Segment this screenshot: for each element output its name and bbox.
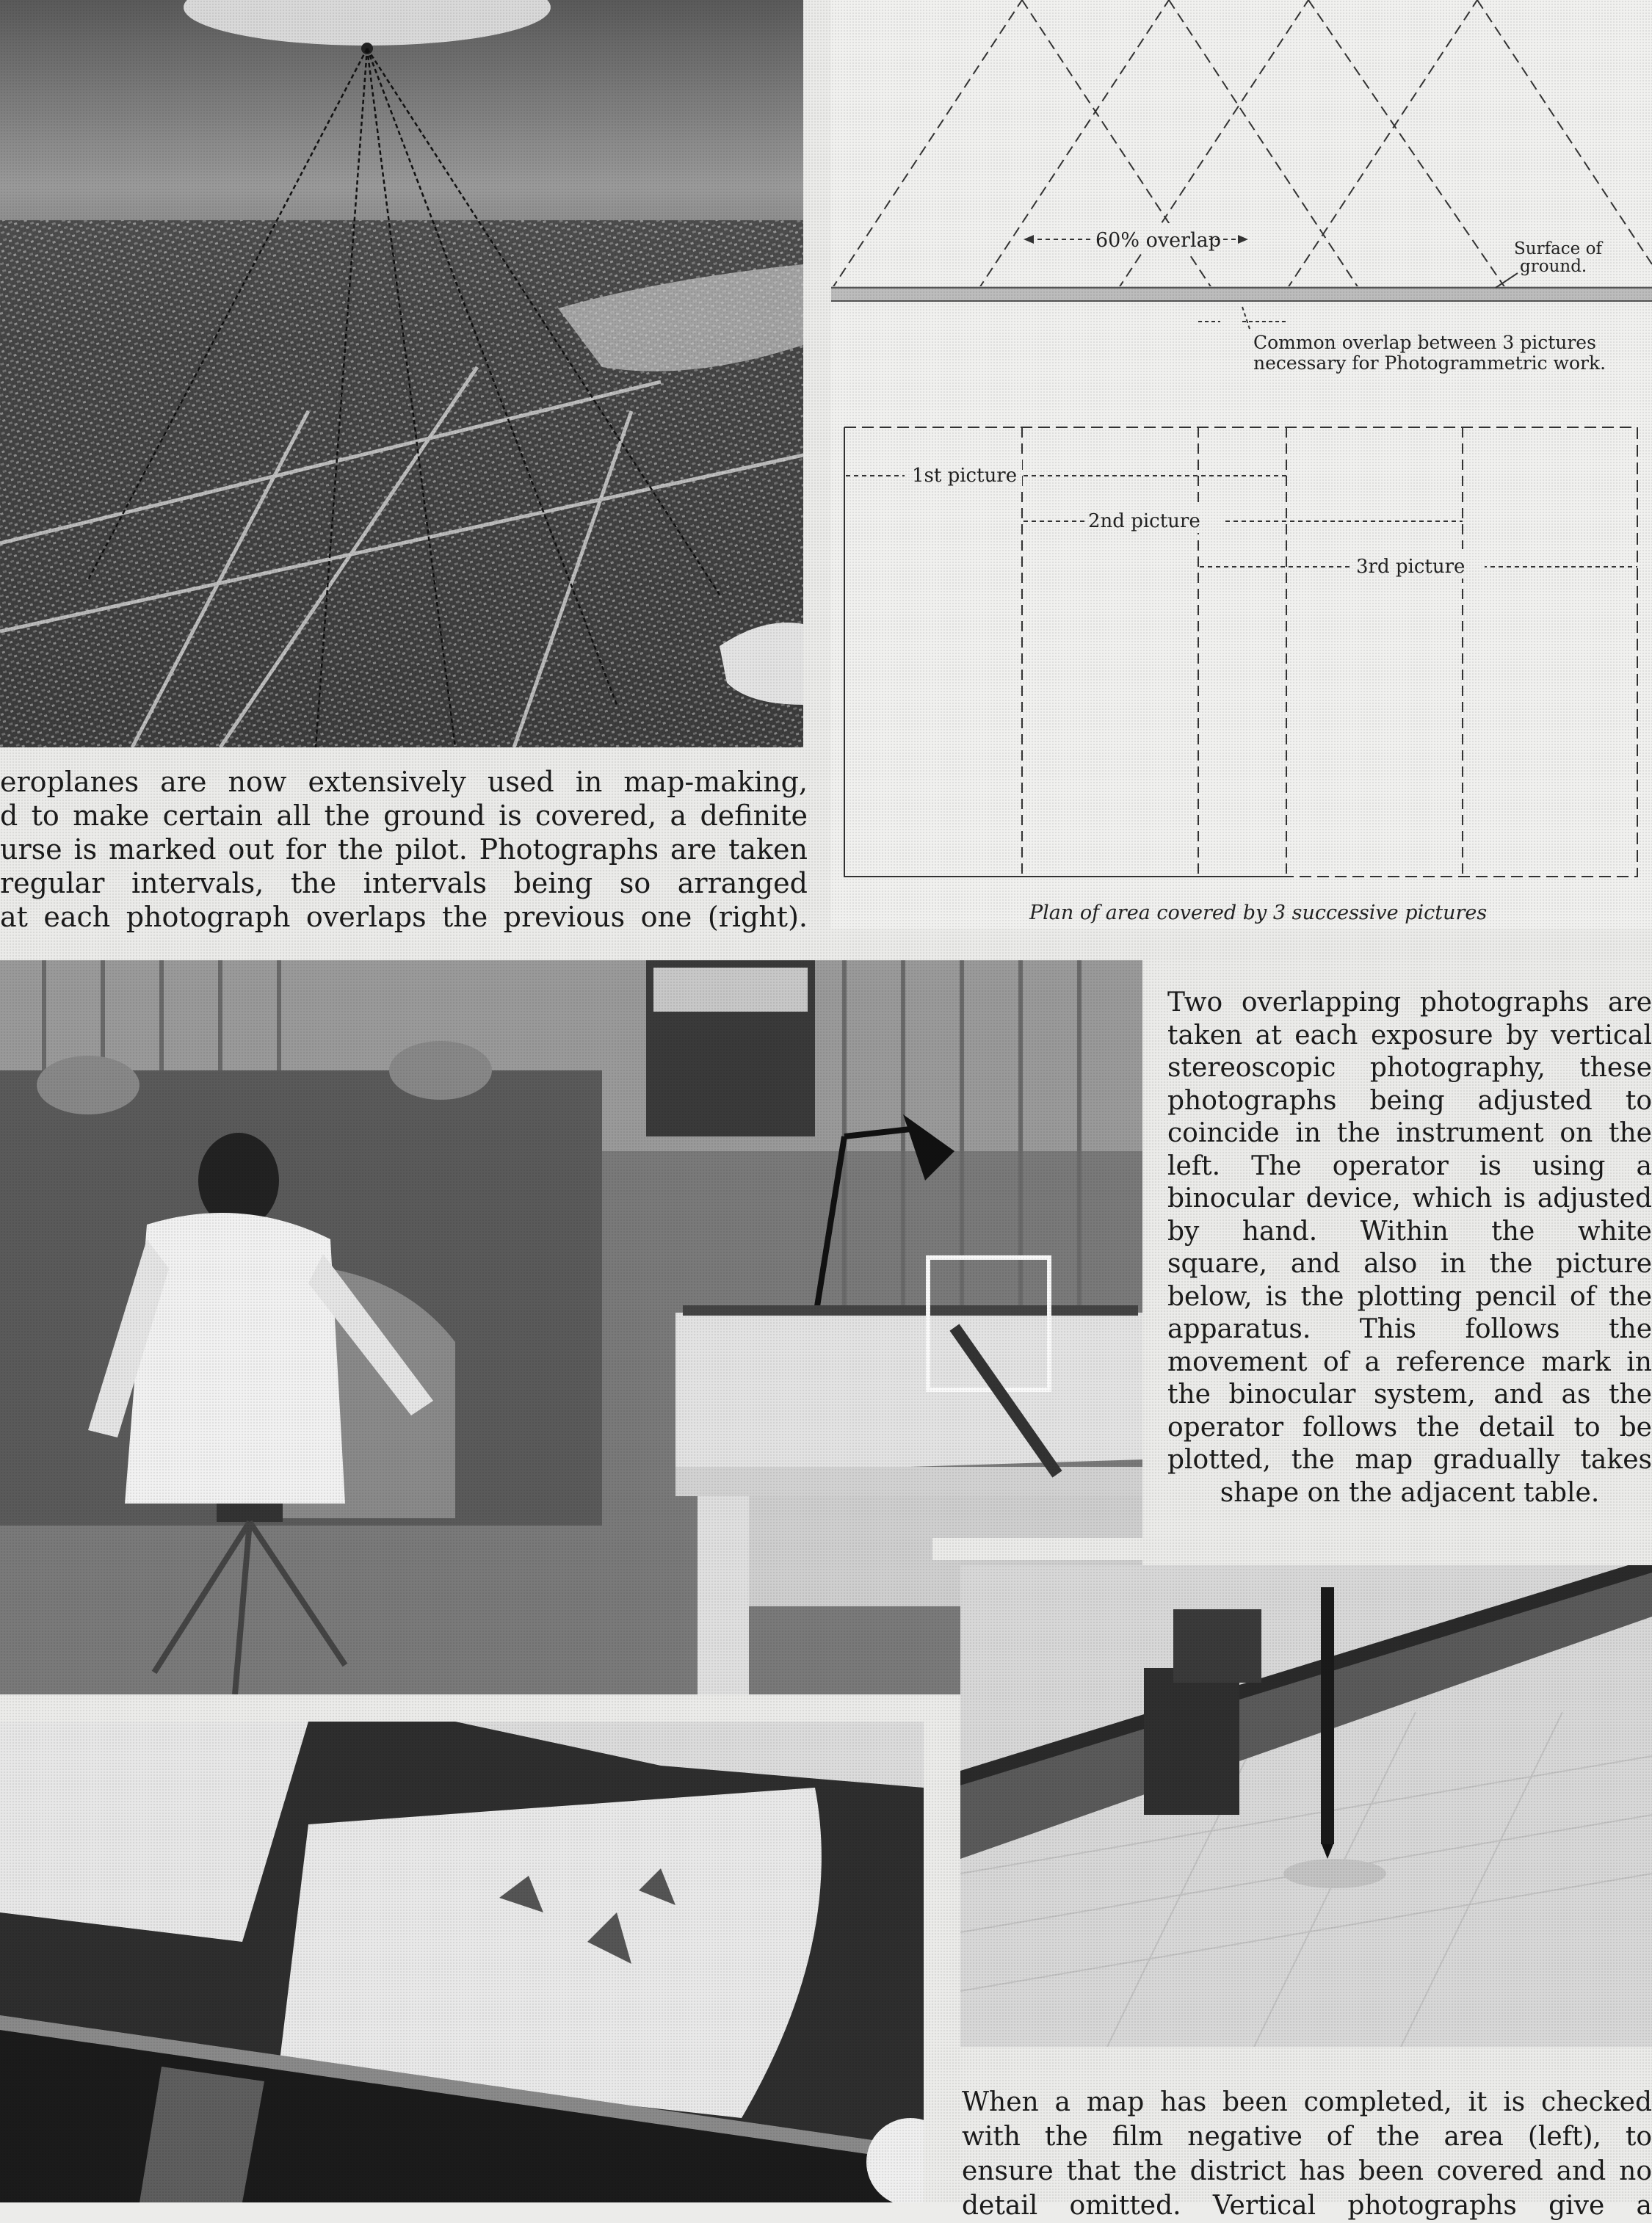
plotting-pencil-photo (932, 1538, 1652, 1560)
caption-line: binocular device, which is adjusted (1167, 1183, 1652, 1214)
caption-line: When a map has been completed, it is checked (962, 2087, 1652, 2117)
caption-line: detail omitted. Vertical photographs give a (962, 2191, 1652, 2221)
common-overlap-label: Common overlap between 3 pictures (1253, 332, 1596, 353)
film-negative-image (0, 1722, 924, 2202)
caption-line: Two overlapping photographs are (1167, 987, 1652, 1018)
aerial-photo (0, 0, 803, 747)
stereoscopic-caption (1167, 987, 1652, 1509)
caption-line: movement of a reference mark in (1167, 1346, 1652, 1377)
caption-line: urse is marked out for the pilot. Photographs are taken (0, 833, 808, 866)
second-picture-label: 2nd picture (1088, 510, 1200, 532)
caption-line-last: shape on the adjacent table. (1220, 1477, 1600, 1508)
third-picture-label: 3rd picture (1356, 556, 1466, 578)
caption-line: at each photograph overlaps the previous one (right). (0, 901, 808, 933)
caption-line: the binocular system, and as the (1167, 1379, 1652, 1410)
caption-line: coincide in the instrument on the (1167, 1118, 1652, 1148)
overlap-label: 60% overlap (1095, 229, 1222, 252)
aerial-caption (0, 765, 808, 934)
caption-line: d to make certain all the ground is covered, a definite (0, 799, 808, 832)
film-negative-photo (0, 1722, 924, 2202)
caption-line: apparatus. This follows the (1167, 1314, 1652, 1344)
caption-line: square, and also in the picture (1167, 1249, 1652, 1279)
aerial-photo-image (0, 0, 803, 747)
caption-line: left. The operator is using a (1167, 1150, 1652, 1181)
caption-line: taken at each exposure by vertical (1167, 1020, 1652, 1051)
caption-line: operator follows the detail to be (1167, 1412, 1652, 1443)
caption-line: with the film negative of the area (left), to (962, 2122, 1652, 2152)
caption-line: photographs being adjusted to (1167, 1085, 1652, 1116)
caption-line: by hand. Within the white (1167, 1216, 1652, 1247)
plan-caption: Plan of area covered by 3 successive pictures (1029, 902, 1488, 924)
caption-line: stereoscopic photography, these (1167, 1053, 1652, 1083)
surface-label-2: ground. (1520, 257, 1587, 276)
overlap-diagram (831, 0, 1652, 929)
caption-line: below, is the plotting pencil of the (1167, 1281, 1652, 1312)
surface-label: Surface of (1514, 239, 1602, 258)
caption-line: plotted, the map gradually takes (1167, 1445, 1652, 1475)
plotting-pencil-image (960, 1565, 1652, 2047)
common-overlap-label-2: necessary for Photogrammetric work. (1253, 352, 1606, 374)
plotting-pencil-closeup (960, 1565, 1652, 2047)
first-picture-label: 1st picture (912, 465, 1018, 487)
overlap-diagram-drawing (831, 0, 1652, 929)
caption-line: eroplanes are now extensively used in map-making, (0, 766, 808, 798)
caption-line: regular intervals, the intervals being so arranged (0, 867, 808, 899)
caption-line: ensure that the district has been covered and no (962, 2156, 1652, 2186)
